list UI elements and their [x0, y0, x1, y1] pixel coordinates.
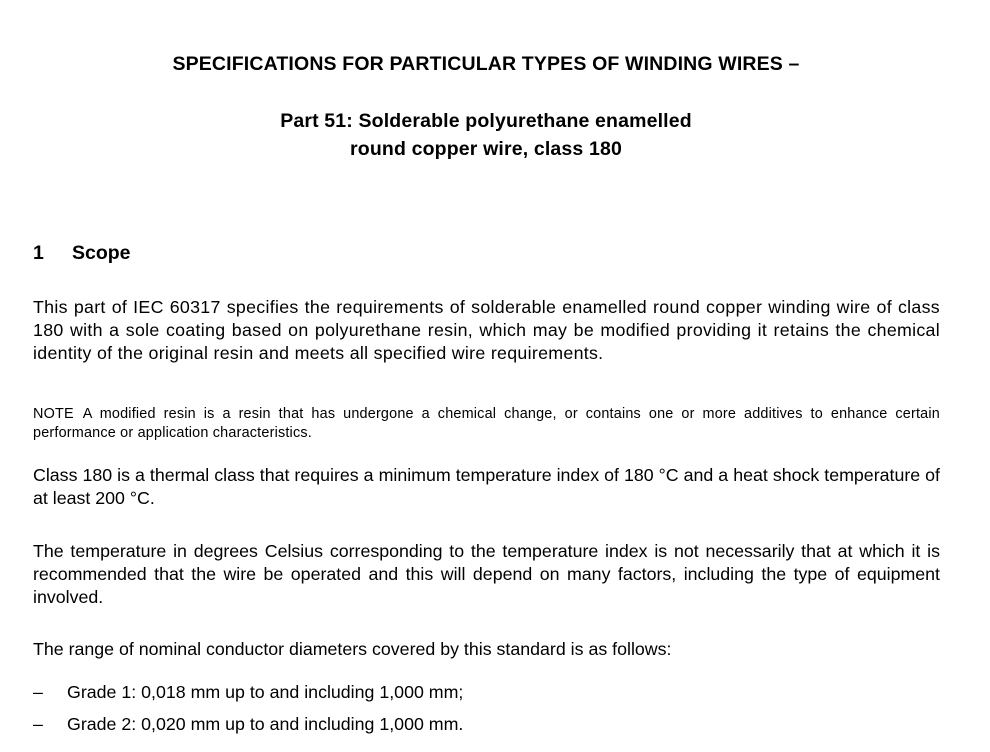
list-bullet: – [33, 714, 43, 734]
list-item-text: Grade 2: 0,020 mm up to and including 1,000 mm. [67, 714, 464, 734]
document-title-line-2: Part 51: Solderable polyurethane enamelled [280, 110, 692, 132]
note-block [33, 405, 940, 443]
scope-paragraph-2: Class 180 is a thermal class that requires a minimum temperature index of 180 °C and a heat shock temperature of at least 200 °C. [33, 465, 940, 508]
list-item-text: Grade 1: 0,018 mm up to and including 1,000 mm; [67, 682, 464, 702]
note-label: NOTE [33, 406, 74, 422]
note-text: A modified resin is a resin that has undergone a chemical change, or contains one or more additives to enhance certain performance or application characteristics. [33, 406, 940, 441]
section-number: 1 [33, 242, 44, 264]
section-title: Scope [72, 242, 131, 264]
scope-paragraph-1: This part of IEC 60317 specifies the requirements of solderable enamelled round copper winding wire of class 180 with a sole coating based on polyurethane resin, which may be modified providing it retains the chemical identity of the original resin and meets all specified wire requirements. [33, 297, 940, 363]
scope-paragraph-3: The temperature in degrees Celsius corresponding to the temperature index is not necessarily that at which it is recommended that the wire be operated and this will depend on many factors, including the type of equipment involved. [33, 541, 940, 607]
document-title-line-3: round copper wire, class 180 [350, 138, 622, 160]
document-title-line-1: SPECIFICATIONS FOR PARTICULAR TYPES OF WINDING WIRES – [172, 53, 800, 75]
list-item [33, 713, 940, 736]
list-item [33, 681, 940, 704]
list-bullet: – [33, 682, 43, 702]
scope-paragraph-4: The range of nominal conductor diameters covered by this standard is as follows: [33, 639, 672, 659]
section-heading [33, 240, 131, 266]
